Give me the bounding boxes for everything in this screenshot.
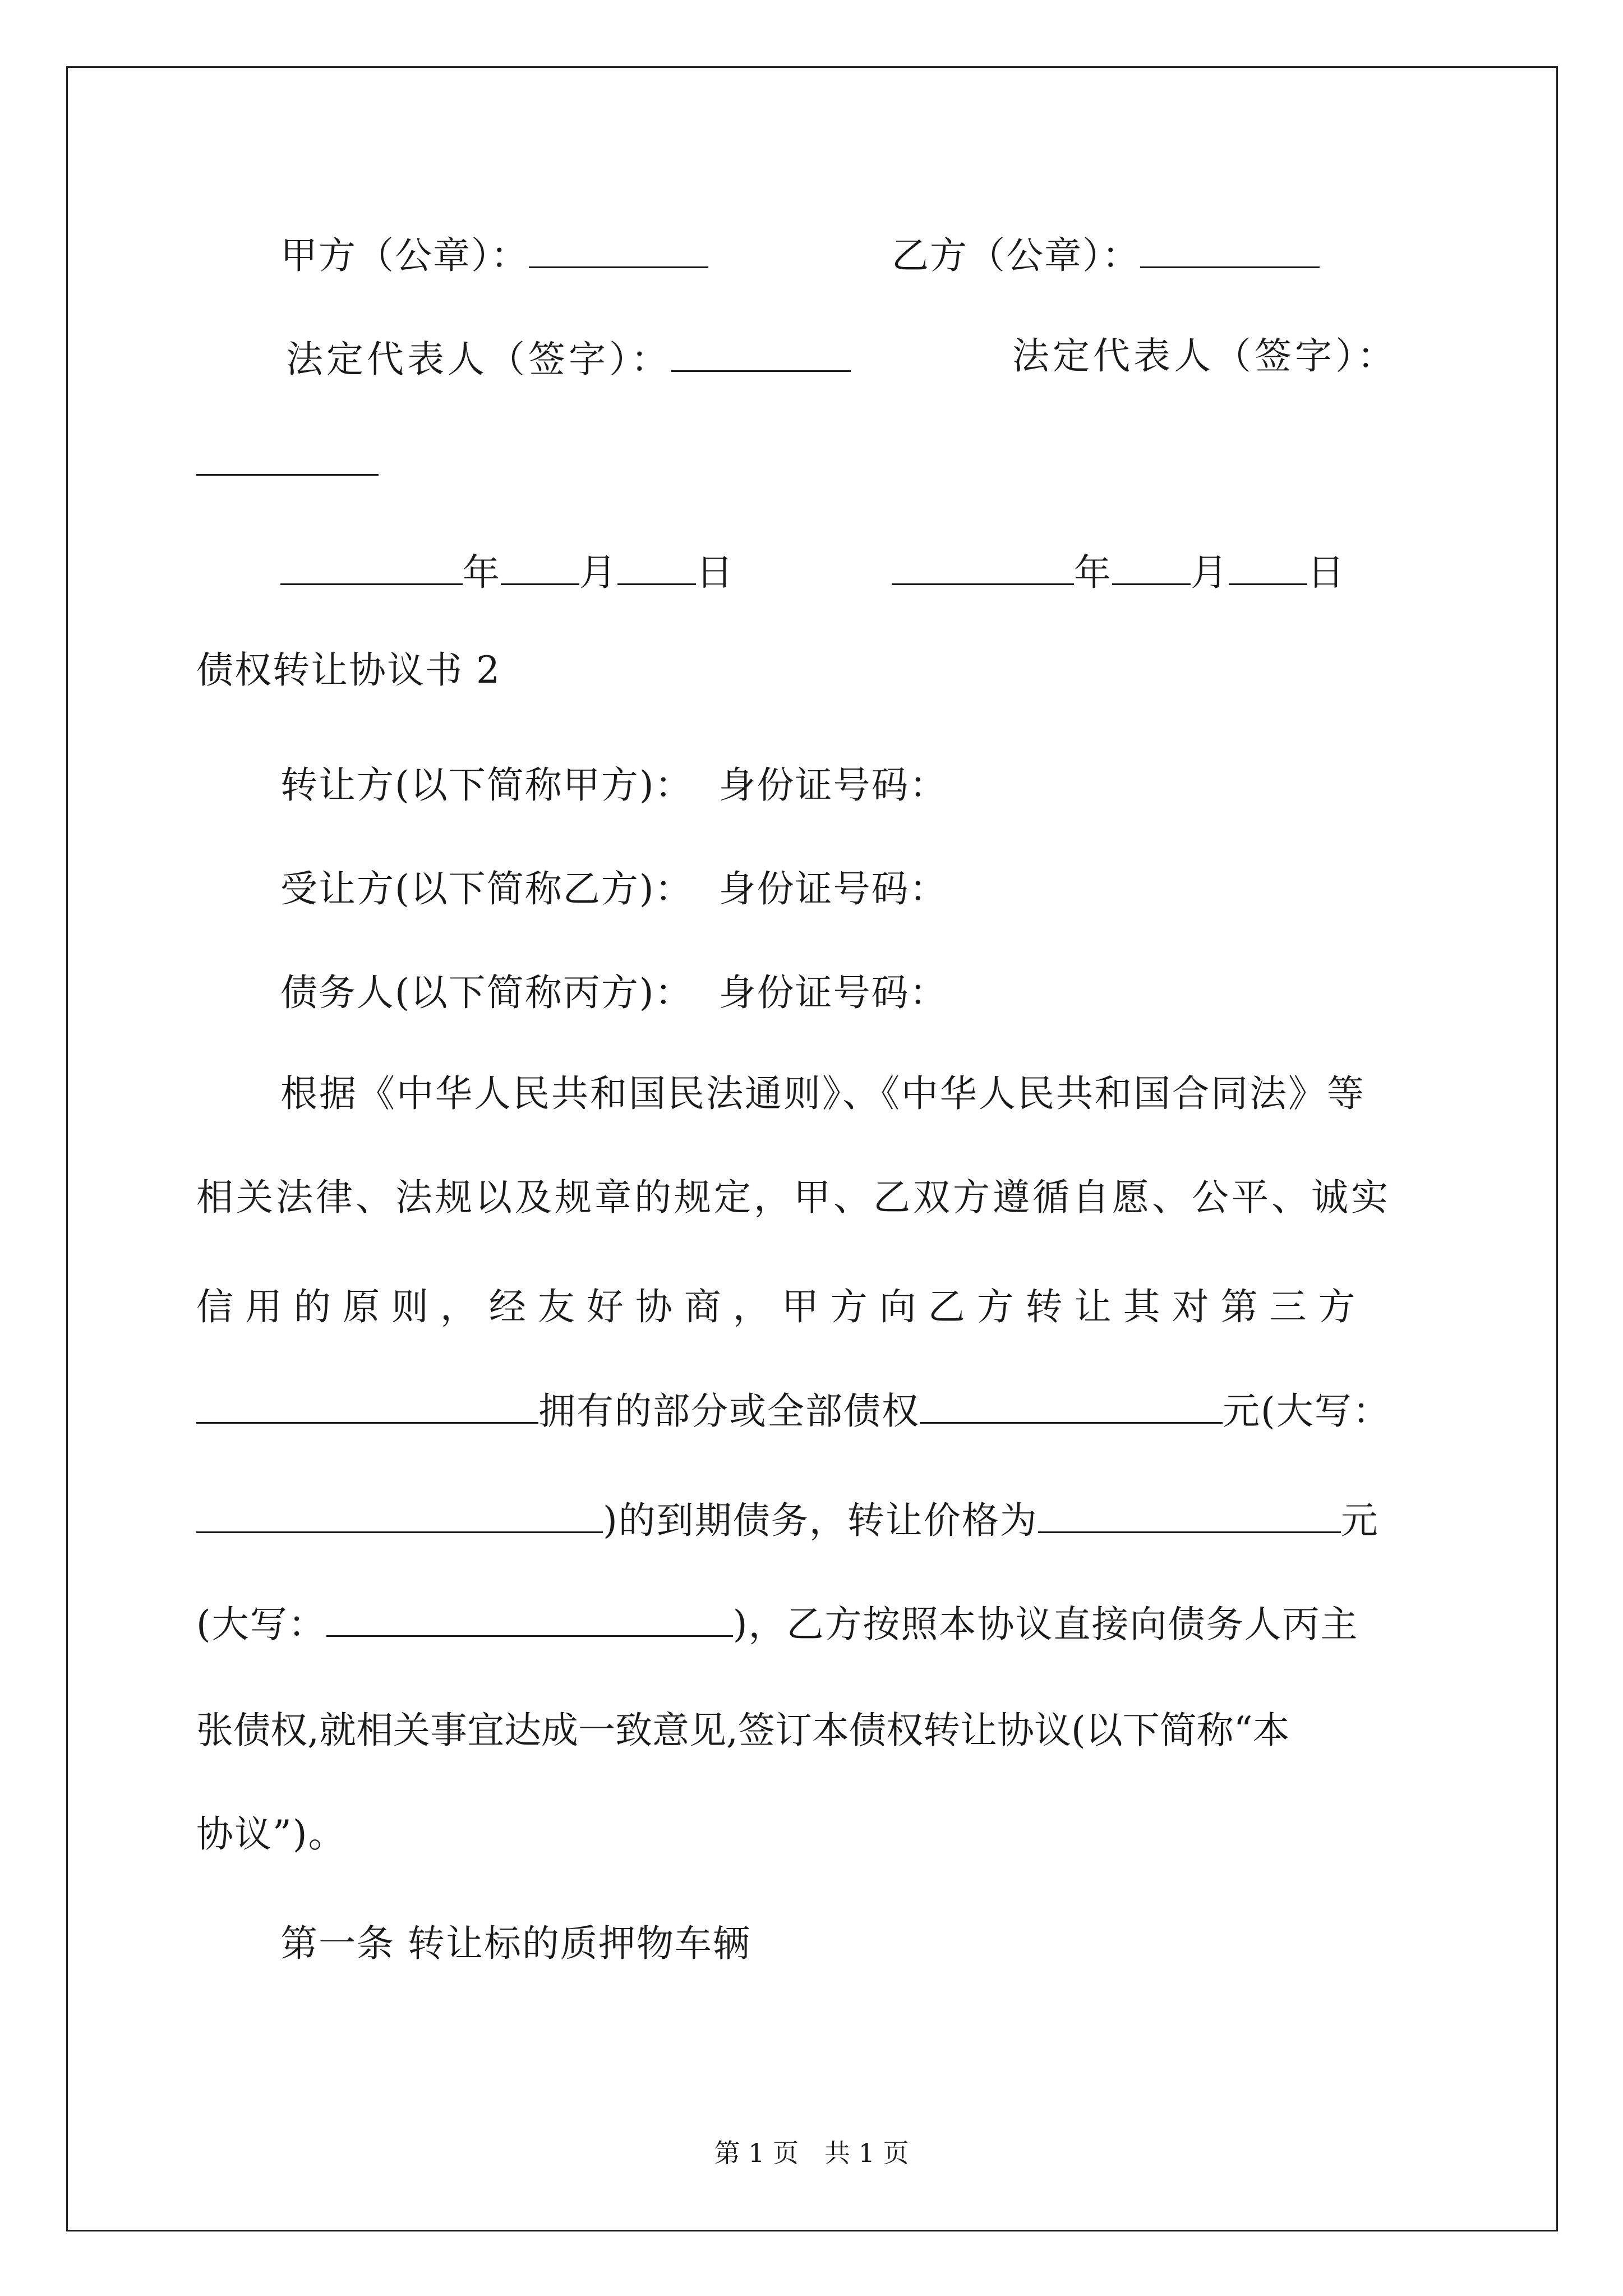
- date-a-month-blank[interactable]: [501, 544, 579, 585]
- rep-b-blank[interactable]: [196, 435, 379, 476]
- body-line-4-amount-unit: 元(大写：: [1223, 1389, 1391, 1433]
- date-b-day-blank[interactable]: [1229, 544, 1307, 585]
- party-a-seal-line: [280, 227, 708, 281]
- date-b-year-label: 年: [1074, 551, 1112, 594]
- party-b-seal-label: 乙方（公章）：: [892, 234, 1140, 277]
- party-role: 受让方(以下简称乙方)：: [280, 867, 693, 910]
- party-id-label: 身份证号码：: [718, 867, 948, 910]
- date-a-day-blank[interactable]: [617, 544, 696, 585]
- article-1-heading: 第一条 转让标的质押物车辆: [280, 1922, 751, 1965]
- party-role: 债务人(以下简称丙方)：: [280, 971, 693, 1014]
- body-line-5: [196, 1492, 1379, 1546]
- rep-b-blank-line: [196, 435, 379, 489]
- date-a-year-label: 年: [463, 551, 501, 594]
- date-b-day-label: 日: [1307, 551, 1345, 594]
- date-a-line: [280, 544, 734, 598]
- rep-a-line: [286, 331, 851, 385]
- price-words-blank[interactable]: [326, 1596, 733, 1637]
- date-b-month-label: 月: [1191, 551, 1229, 594]
- party-line-transferee: [280, 864, 947, 914]
- date-b-year-blank[interactable]: [892, 544, 1074, 585]
- date-b-month-blank[interactable]: [1112, 544, 1191, 585]
- party-b-seal-line: [892, 227, 1320, 281]
- body-line-7: 张债权,就相关事宜达成一致意见,签订本债权转让协议(以下简称“本: [196, 1709, 1290, 1752]
- body-line-5-text: )的到期债务，转让价格为: [603, 1499, 1038, 1542]
- body-line-6-text: )，乙方按照本协议直接向债务人丙主: [732, 1603, 1359, 1646]
- party-b-seal-blank[interactable]: [1140, 227, 1320, 268]
- body-line-1: 根据《中华人民共和国民法通则》、《中华人民共和国合同法》等: [280, 1072, 1366, 1115]
- body-line-2: 相关法律、法规以及规章的规定，甲、乙双方遵循自愿、公平、诚实: [196, 1176, 1391, 1219]
- date-b-line: [892, 544, 1345, 598]
- claim-amount-blank[interactable]: [920, 1383, 1223, 1424]
- document-title: 债权转让协议书 2: [196, 648, 501, 692]
- body-line-6-prefix: (大写：: [196, 1603, 326, 1646]
- date-a-day-label: 日: [696, 551, 734, 594]
- party-id-label: 身份证号码：: [718, 763, 948, 807]
- body-line-4-text: 拥有的部分或全部债权: [538, 1389, 920, 1433]
- party-role: 转让方(以下简称甲方)：: [280, 763, 693, 807]
- price-blank[interactable]: [1038, 1492, 1341, 1533]
- party-a-seal-label: 甲方（公章）：: [280, 234, 529, 277]
- party-line-transferor: [280, 760, 947, 811]
- rep-b-label: 法定代表人（签字）：: [1012, 334, 1398, 378]
- party-line-debtor: [280, 968, 947, 1018]
- party-a-seal-blank[interactable]: [529, 227, 708, 268]
- third-party-blank[interactable]: [196, 1383, 538, 1424]
- page-footer: 第 1 页 共 1 页: [714, 2138, 909, 2168]
- claim-amount-words-blank[interactable]: [196, 1492, 603, 1533]
- body-line-3: 信 用 的 原 则 ， 经 友 好 协 商 ， 甲 方 向 乙 方 转 让 其 对 第 三 方: [196, 1285, 1355, 1328]
- date-a-year-blank[interactable]: [280, 544, 463, 585]
- rep-b-line: [1012, 331, 1398, 381]
- page-border: [66, 66, 1558, 2231]
- party-id-label: 身份证号码：: [718, 971, 948, 1014]
- rep-a-label: 法定代表人（签字）：: [286, 338, 671, 381]
- body-line-5-unit: 元: [1340, 1499, 1379, 1542]
- date-a-month-label: 月: [579, 551, 617, 594]
- rep-a-blank[interactable]: [671, 331, 851, 372]
- body-line-8: 协议”)。: [196, 1812, 347, 1856]
- body-line-6: [196, 1596, 1359, 1650]
- body-line-4: [196, 1383, 1391, 1437]
